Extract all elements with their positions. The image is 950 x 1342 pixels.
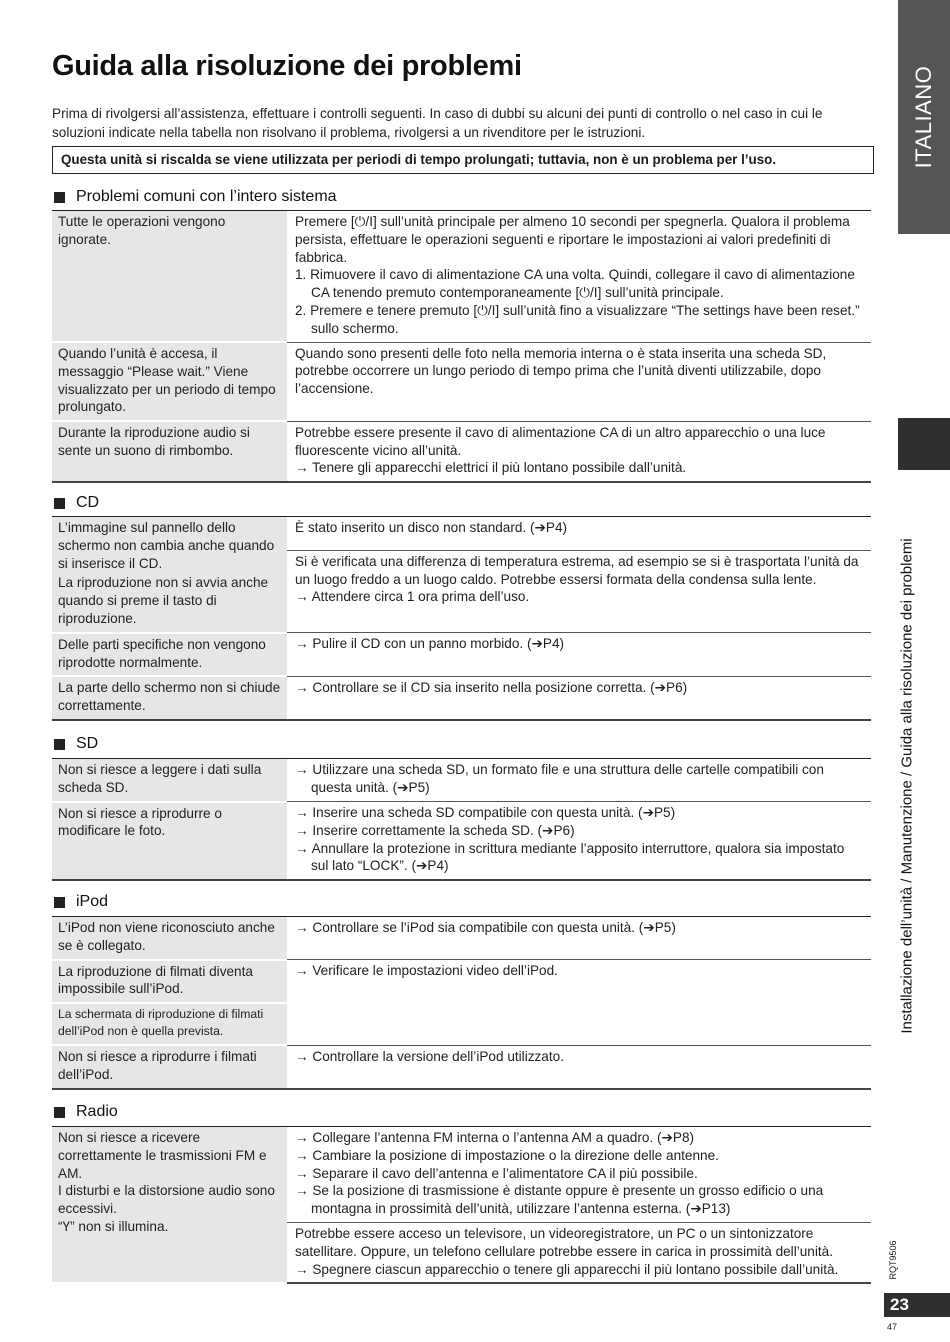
problem-cell: Durante la riproduzione audio si sente un suono di rimbombo. (52, 421, 287, 482)
table-radio (52, 1126, 871, 1284)
section-title-cd (52, 494, 99, 512)
solution-cell: → Controllare la versione dell’iPod utilizzato. (287, 1045, 871, 1089)
solution-text: Potrebbe essere acceso un televisore, un videoregistratore, un PC o un sintonizzatore satellitare. Oppure, un telefono cellulare potrebbe essere in carica in prossimità dell’unità. (295, 1225, 834, 1259)
solution-cell: → Verificare le impostazioni video dell’iPod. (287, 960, 871, 1046)
table-row (52, 1127, 871, 1223)
table-row (52, 342, 871, 421)
chapter-title: Installazione dell’unità / Manutenzione / Guida alla risoluzione dei problemi (898, 538, 916, 1034)
problem-cell (52, 1127, 287, 1284)
section-title-ipod-label: iPod (76, 893, 109, 910)
solution-cell: → Controllare se l’iPod sia compatibile con questa unità. (➔P5) (287, 917, 871, 960)
problem-cell: La schermata di riproduzione di filmati dell’iPod non è quella prevista. (52, 1003, 287, 1045)
solution-action: → Inserire una scheda SD compatibile con questa unità. (➔P5) (295, 805, 676, 821)
section-title-sd-label: SD (76, 735, 99, 752)
section-title-sd (52, 735, 98, 753)
solution-text: Premere [⏻/I] sull’unità principale per almeno 10 secondi per spegnerla. Qualora il problema persista, effettuare le operazioni seguenti e riportare le impostazioni ai valori predefiniti di fabbrica. (295, 214, 850, 265)
square-bullet-icon (54, 739, 65, 750)
problem-text: “Ү” non si illumina. (58, 1218, 169, 1234)
solution-cell (287, 550, 871, 632)
solution-action: → Se la posizione di trasmissione è distante oppure è presente un grosso edificio o una montagna in prossimità dell’unità, utilizzare l’antenna esterna. (➔P13) (295, 1183, 824, 1217)
table-row (52, 917, 871, 960)
solution-cell: Quando sono presenti delle foto nella memoria interna o è stata inserita una scheda SD, potrebbe occorrere un lungo periodo di tempo prima che l’unità diventi utilizzabile, dopo l’accensione. (287, 342, 871, 421)
solution-action: → Collegare l’antenna FM interna o l’antenna AM a quadro. (➔P8) (295, 1130, 695, 1145)
solution-cell (287, 1127, 871, 1223)
solution-action: → Annullare la protezione in scrittura mediante l’apposito interruttore, qualora sia impostato sul lato “LOCK”. (➔P4) (295, 840, 845, 874)
table-ipod (52, 916, 871, 1090)
solution-cell (287, 759, 871, 802)
square-bullet-icon (54, 897, 65, 908)
problem-cell: La riproduzione di filmati diventa impossibile sull’iPod. (52, 960, 287, 1004)
solution-action: → Utilizzare una scheda SD, un formato file e una struttura delle cartelle compatibili con questa unità. (➔P5) (295, 762, 824, 795)
solution-step: 2. Premere e tenere premuto [⏻/I] sull’unità fino a visualizzare “The settings have been reset.” sullo schermo. (295, 302, 860, 336)
notice-box: Questa unità si riscalda se viene utilizzata per periodi di tempo prolungati; tuttavia, non è un problema per l’uso. (52, 146, 874, 174)
problem-cell: La parte dello schermo non si chiude correttamente. (52, 676, 287, 720)
page-number: 23 (884, 1293, 950, 1317)
problem-cell: Non si riesce a riprodurre o modificare le foto. (52, 802, 287, 881)
solution-action: → Cambiare la posizione di impostazione o la direzione delle antenne. (295, 1147, 719, 1163)
square-bullet-icon (54, 192, 65, 203)
document-code: RQT9506 (888, 1240, 898, 1280)
section-title-cd-label: CD (76, 494, 100, 511)
section-title-ipod (52, 893, 108, 911)
problem-cell: L’iPod non viene riconosciuto anche se è collegato. (52, 917, 287, 960)
section-title-radio (52, 1103, 118, 1121)
solution-action: → Spegnere ciascun apparecchio o tenere gli apparecchi il più lontano possibile dall’unità. (295, 1261, 839, 1277)
solution-cell (287, 421, 871, 482)
problem-cell: Tutte le operazioni vengono ignorate. (52, 211, 287, 343)
table-common (52, 210, 871, 483)
solution-cell (287, 211, 871, 343)
problem-text: Non si riesce a ricevere correttamente le trasmissioni FM e AM. (58, 1130, 267, 1181)
page-title: Guida alla risoluzione dei problemi (52, 50, 522, 82)
solution-text: Si è verificata una differenza di temperatura estrema, ad esempio se si è trasportata l’unità da un luogo freddo a un luogo caldo. Potrebbe essersi formata della condensa sulla lente. (295, 553, 859, 587)
solution-cell (287, 802, 871, 881)
table-cd (52, 516, 871, 721)
table-row (52, 960, 871, 1004)
problem-text: L’immagine sul pannello dello schermo non cambia anche quando si inserisce il CD. (58, 520, 275, 571)
solution-action: → Inserire correttamente la scheda SD. (➔P6) (295, 822, 575, 838)
table-row (52, 802, 871, 881)
square-bullet-icon (54, 1107, 65, 1118)
solution-action: → Tenere gli apparecchi elettrici il più lontano possibile dall’unità. (295, 460, 687, 476)
table-row (52, 676, 871, 720)
problem-cell (52, 517, 287, 633)
section-title-common-label: Problemi comuni con l’intero sistema (76, 188, 337, 205)
solution-action: → Separare il cavo dell’antenna e l’alimentatore CA il più possibile. (295, 1165, 698, 1181)
solution-step: 1. Rimuovere il cavo di alimentazione CA una volta. Quindi, collegare il cavo di alimentazione CA tenendo premuto contemporaneamente [⏻/I] sull’unità principale. (295, 267, 855, 301)
problem-text: I disturbi e la distorsione audio sono eccessivi. (58, 1183, 275, 1217)
table-row (52, 633, 871, 677)
problem-cell: Quando l’unità è accesa, il messaggio “Please wait.” Viene visualizzato per un periodo di tempo prolungato. (52, 342, 287, 421)
solution-cell: → Pulire il CD con un panno morbido. (➔P4) (287, 633, 871, 677)
table-sd (52, 758, 871, 881)
language-tab-label: ITALIANO (911, 65, 936, 169)
solution-cell: È stato inserito un disco non standard. (➔P4) (287, 517, 871, 551)
solution-text: Potrebbe essere presente il cavo di alimentazione CA di un altro apparecchio o una luce fluorescente vicino all’unità. (295, 424, 826, 458)
problem-cell: Delle parti specifiche non vengono riprodotte normalmente. (52, 633, 287, 677)
problem-cell: Non si riesce a riprodurre i filmati dell’iPod. (52, 1045, 287, 1089)
solution-cell: → Controllare se il CD sia inserito nella posizione corretta. (➔P6) (287, 676, 871, 720)
table-row (52, 1045, 871, 1089)
table-row (52, 759, 871, 802)
square-bullet-icon (54, 498, 65, 509)
section-title-radio-label: Radio (76, 1103, 118, 1120)
sub-page-number: 47 (887, 1322, 898, 1332)
chapter-marker (898, 418, 950, 470)
table-row (52, 211, 871, 343)
problem-text: La riproduzione non si avvia anche quando si preme il tasto di riproduzione. (58, 575, 269, 626)
problem-cell: Non si riesce a leggere i dati sulla scheda SD. (52, 759, 287, 802)
intro-paragraph: Prima di rivolgersi all’assistenza, effettuare i controlli seguenti. In caso di dubbi su alcuni dei punti di controllo o nel caso in cui le soluzioni indicate nella tabella non risolvano il problema, rivolgersi a un rivenditore per le istruzioni. (52, 106, 823, 140)
section-title-common (52, 188, 337, 206)
table-row (52, 517, 871, 551)
solution-cell (287, 1222, 871, 1283)
solution-action: → Attendere circa 1 ora prima dell’uso. (295, 589, 530, 605)
table-row (52, 421, 871, 482)
